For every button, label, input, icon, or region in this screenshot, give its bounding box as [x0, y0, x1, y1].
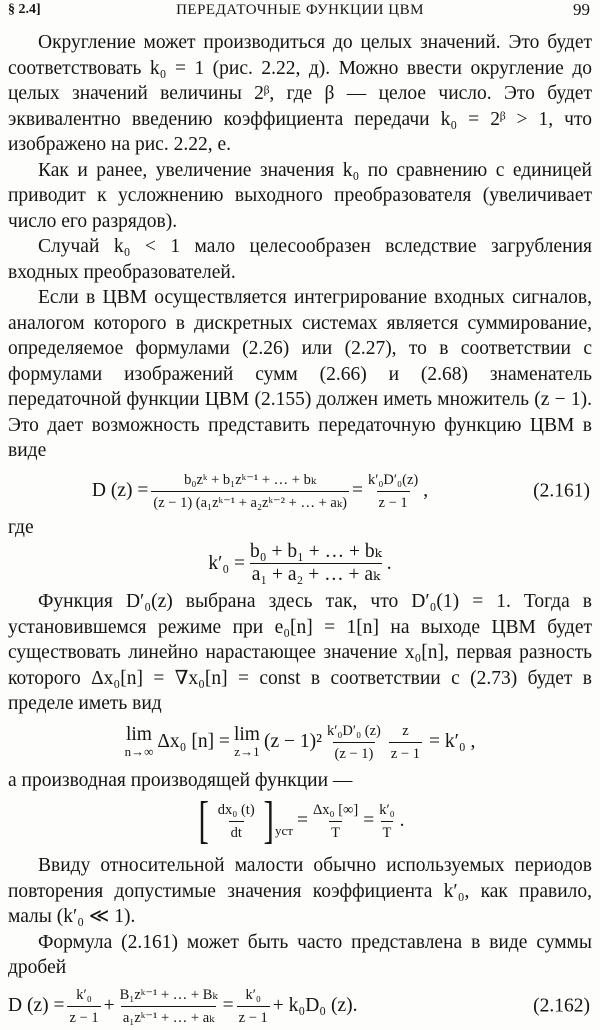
eq161-denominator-2: z − 1: [377, 491, 410, 513]
deriv-eq2: =: [363, 810, 375, 832]
eq162-fraction-1: [67, 985, 100, 1028]
deriv-den: dt: [229, 821, 244, 843]
deriv-fraction-2: [311, 800, 360, 843]
eq162-equals: =: [222, 995, 234, 1017]
equation-2-161: [8, 470, 592, 513]
eq161-fraction-main: [151, 470, 349, 513]
equation-derivative: [8, 792, 592, 849]
k0-period: .: [386, 552, 392, 574]
eq161-numerator: b₀zᵏ + b₁zᵏ⁻¹ + … + bₖ: [184, 471, 317, 488]
deriv-num: dx₀ (t): [217, 801, 255, 818]
lim-middle-2: (z − 1)²: [263, 731, 322, 753]
paragraph-k0-less: Случай k₀ < 1 мало целесообразен вследствие загрубления входных преобразователей.: [8, 236, 592, 283]
lim-frac2-den: z − 1: [389, 742, 422, 764]
eq161-fraction-short: [366, 470, 420, 513]
lim-frac2-num: z: [402, 722, 409, 739]
eq162-plus: +: [103, 995, 115, 1017]
eq161-denominator: (z − 1) (a₁zᵏ⁻¹ + a₂zᵏ⁻² + … + aₖ): [151, 491, 349, 513]
deriv-subscript: уст: [274, 822, 293, 838]
page-number: 99: [573, 0, 590, 19]
eq162-den2: a₁zᵏ⁻¹ + … + aₖ: [121, 1006, 217, 1028]
derivative-bracket: [ $\frac{\text{dx₀ (t)}}{dt}$ ]: [198, 792, 274, 849]
lim-rhs: = k′₀ ,: [428, 731, 476, 753]
deriv-eq1: =: [296, 810, 308, 832]
eq162-rhs: + k₀D₀ (z).: [272, 995, 358, 1017]
lim-frac1-num: k′₀D′₀ (z): [326, 722, 381, 739]
eq162-den1: z − 1: [67, 1006, 100, 1028]
paragraph-sum-fractions: Формула (2.161) может быть часто представлена в виде суммы дробей: [8, 931, 592, 978]
eq162-fraction-2: [118, 985, 220, 1028]
equation-number-2-162: (2.162): [533, 995, 590, 1017]
eq162-den3: z − 1: [237, 1006, 270, 1028]
eq162-fraction-3: [237, 985, 270, 1028]
equation-limit: [8, 721, 592, 764]
limit-n-inf: [125, 725, 154, 759]
equation-k0-prime: [8, 542, 592, 585]
paragraph-small-k0: Ввиду относительной малости обычно используемых периодов повторения допустимые значения коэффициента k′₀, как правило, малы (k′₀ ≪ 1).: [8, 855, 592, 927]
deriv-den2: T: [329, 821, 342, 843]
eq162-num2: B₁zᵏ⁻¹ + … + Bₖ: [119, 986, 218, 1003]
paragraph-derivative: а производная производящей функции —: [8, 769, 353, 791]
k0-denominator: a₁ + a₂ + … + aₖ: [251, 564, 381, 585]
deriv-num3: k′₀: [379, 801, 395, 818]
page-body: [8, 30, 592, 1030]
eq161-lhs: D (z) =: [91, 480, 149, 502]
lim-word-1: lim: [125, 724, 152, 745]
running-header: [0, 0, 600, 24]
deriv-num2: Δx₀ [∞]: [312, 801, 359, 818]
equation-number-2-161: (2.161): [533, 480, 590, 502]
deriv-den3: T: [381, 821, 394, 843]
paragraph-integration: Если в ЦВМ осуществляется интегрирование входных сигналов, аналогом которого в дискретных системах является суммирование, определяемое формулами (2.26) или (2.27), то в соответствии с формулами изображений сумм (2.66) и (2.68) знаменатель передаточной функции ЦВМ (2.155) должен иметь множитель (z − 1). Это дает возможность представить передаточную функцию ЦВМ в виде: [8, 287, 592, 461]
lim-sub-2: z→1: [234, 744, 260, 759]
lim-word-2: lim: [233, 724, 260, 745]
word-where: где: [8, 516, 34, 538]
eq162-num1: k′₀: [76, 986, 92, 1003]
paragraph-increase-k0: Как и ранее, увеличение значения k₀ по сравнению с единицей приводит к усложнению выходного преобразователя (увеличивает число его разрядов).: [8, 159, 592, 232]
paragraph-rounding: Округление может производиться до целых значений. Это будет соответствовать k₀ = 1 (рис. 2.22, д). Можно ввести округление до целых значений величины 2ᵝ, где β — целое число. Это будет эквивалентно введению коэффициента передачи k₀ = 2ᵝ > 1, что изображено на рис. 2.22, е.: [8, 32, 592, 155]
lim-fraction-2: [389, 721, 422, 764]
deriv-period: .: [399, 810, 405, 832]
eq161-numerator-2: k′₀D′₀(z): [367, 471, 419, 488]
k0-lhs: k′₀ =: [208, 552, 246, 574]
k0-numerator: b₀ + b₁ + … + bₖ: [250, 541, 382, 562]
lim-sub-1: n→∞: [124, 744, 154, 759]
section-ref: § 2.4]: [8, 2, 41, 17]
deriv-fraction: [216, 800, 257, 843]
limit-z-1: [234, 725, 260, 759]
running-title: ПЕРЕДАТОЧНЫЕ ФУНКЦИИ ЦВМ: [176, 2, 424, 18]
eq161-equals: =: [351, 480, 363, 502]
lim-frac1-den: (z − 1): [333, 742, 376, 764]
lim-fraction-1: [325, 721, 383, 764]
eq162-lhs: D (z) =: [8, 995, 65, 1017]
eq162-num3: k′₀: [245, 986, 261, 1003]
equation-2-162: [8, 985, 592, 1028]
paragraph-function-d0: Функция D′₀(z) выбрана здесь так, что D′₀(1) = 1. Тогда в установившемся режиме при e₀[n] = 1[n] на выходе ЦВМ будет существовать линейно нарастающее значение x₀[n], первая разность которого Δx₀[n] = ∇x₀[n] = const в соответствии с (2.73) будет в пределе иметь вид: [8, 591, 592, 714]
k0-fraction: [248, 542, 384, 585]
deriv-fraction-3: [377, 800, 396, 843]
lim-middle-1: Δx₀ [n] =: [157, 731, 230, 753]
eq161-comma: ,: [423, 480, 429, 502]
